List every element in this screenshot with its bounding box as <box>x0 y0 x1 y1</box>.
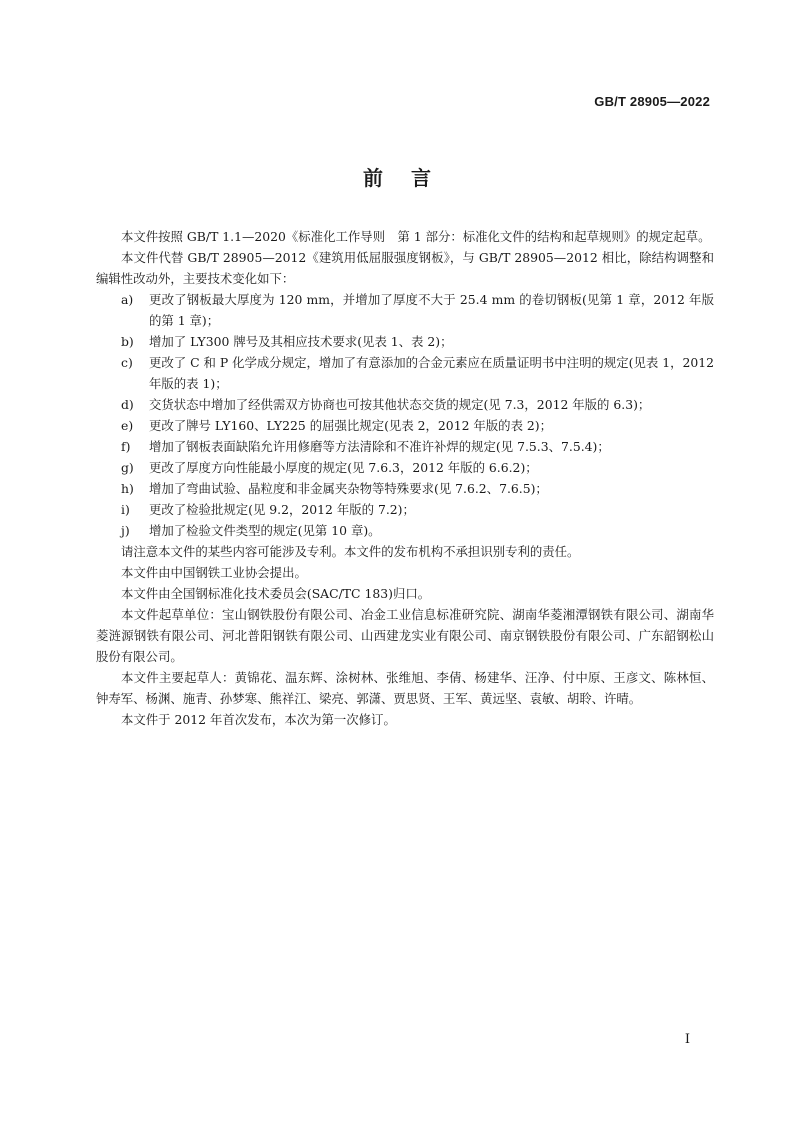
list-item-label: a) <box>121 292 134 307</box>
list-item <box>96 478 714 499</box>
paragraph-responsible-committee: 本文件由全国钢标准化技术委员会(SAC/TC 183)归口。 <box>121 586 431 601</box>
list-item <box>96 457 714 478</box>
paragraph-drafting-rules: 本文件按照 GB/T 1.1—2020《标准化工作导则 第 1 部分：标准化文件的结构和起草规则》的规定起草。 <box>121 229 711 244</box>
list-item <box>96 499 714 520</box>
paragraph-patent-notice: 请注意本文件的某些内容可能涉及专利。本文件的发布机构不承担识别专利的责任。 <box>121 544 580 559</box>
paragraph-drafters: 本文件主要起草人：黄锦花、温东辉、涂树林、张维旭、李倩、杨建华、汪净、付中原、王彦文、陈林恒、钟寿军、杨渊、施青、孙梦寒、熊祥江、梁亮、郭潇、贾思贤、王军、黄远坚、袁敏、胡聆、许晴。 <box>96 670 714 706</box>
list-item <box>96 394 714 415</box>
list-item-label: f) <box>121 439 131 454</box>
list-item-label: b) <box>121 334 134 349</box>
list-item-label: i) <box>121 502 130 517</box>
list-item-text: 增加了 LY300 牌号及其相应技术要求(见表 1、表 2)； <box>149 334 453 349</box>
list-item-text: 更改了 C 和 P 化学成分规定，增加了有意添加的合金元素应在质量证明书中注明的规定(见表 1，2012 年版的表 1)； <box>149 355 714 391</box>
list-item <box>96 520 714 541</box>
list-item <box>96 331 714 352</box>
paragraph-replacement: 本文件代替 GB/T 28905—2012《建筑用低屈服强度钢板》，与 GB/T 28905—2012 相比，除结构调整和编辑性改动外，主要技术变化如下： <box>96 250 714 286</box>
list-item-label: g) <box>121 460 134 475</box>
list-item-text: 增加了检验文件类型的规定(见第 10 章)。 <box>149 523 381 538</box>
list-item-label: j) <box>121 523 130 538</box>
foreword-body <box>96 226 714 730</box>
list-item-text: 更改了钢板最大厚度为 120 mm，并增加了厚度不大于 25.4 mm 的卷切钢板(见第 1 章，2012 年版的第 1 章)； <box>149 292 714 328</box>
list-item-label: e) <box>121 418 134 433</box>
list-item-text: 增加了钢板表面缺陷允许用修磨等方法清除和不准许补焊的规定(见 7.5.3、7.5.4)； <box>149 439 610 454</box>
list-item-text: 更改了厚度方向性能最小厚度的规定(见 7.6.3，2012 年版的 6.6.2)； <box>149 460 538 475</box>
paragraph-publication-history: 本文件于 2012 年首次发布，本次为第一次修订。 <box>121 712 396 727</box>
paragraph-proposer: 本文件由中国钢铁工业协会提出。 <box>121 565 307 580</box>
list-item-text: 增加了弯曲试验、晶粒度和非金属夹杂物等特殊要求(见 7.6.2、7.6.5)； <box>149 481 548 496</box>
list-item <box>96 436 714 457</box>
list-item-text: 更改了牌号 LY160、LY225 的屈强比规定(见表 2，2012 年版的表 2)； <box>149 418 553 433</box>
list-item-text: 交货状态中增加了经供需双方协商也可按其他状态交货的规定(见 7.3，2012 年版的 6.3)； <box>149 397 651 412</box>
list-item-label: c) <box>121 355 133 370</box>
page-title: 前言 <box>363 166 459 190</box>
list-item-label: h) <box>121 481 134 496</box>
list-item <box>96 415 714 436</box>
changes-list <box>96 289 714 541</box>
standard-number: GB/T 28905—2022 <box>594 94 710 109</box>
list-item-text: 更改了检验批规定(见 9.2，2012 年版的 7.2)； <box>149 502 415 517</box>
list-item-label: d) <box>121 397 134 412</box>
list-item <box>96 352 714 394</box>
paragraph-drafting-units: 本文件起草单位：宝山钢铁股份有限公司、冶金工业信息标准研究院、湖南华菱湘潭钢铁有限公司、湖南华菱涟源钢铁有限公司、河北普阳钢铁有限公司、山西建龙实业有限公司、南京钢铁股份有限公司、广东韶钢松山股份有限公司。 <box>96 607 714 664</box>
list-item <box>96 289 714 331</box>
page-number: I <box>684 1032 690 1047</box>
